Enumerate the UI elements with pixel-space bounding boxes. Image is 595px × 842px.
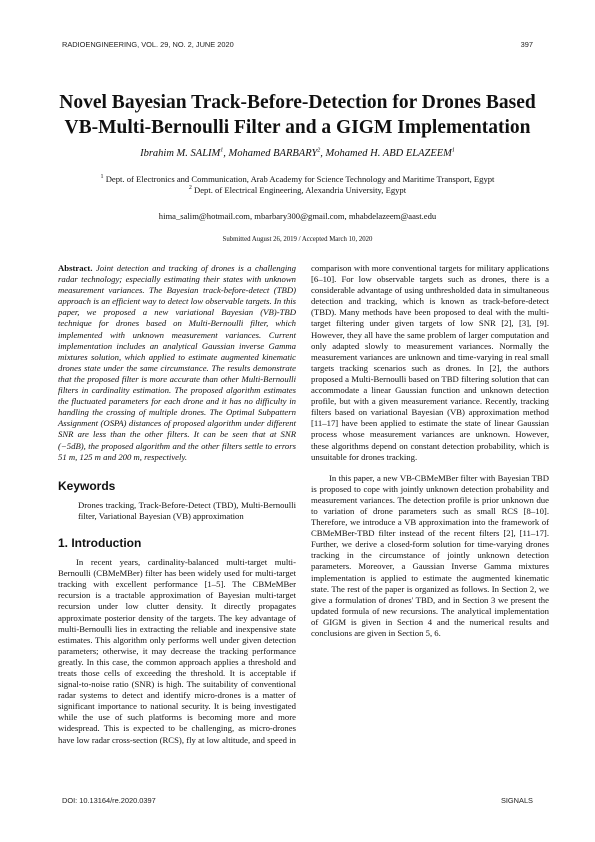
affiliation-2 [40, 185, 555, 195]
intro-paragraph-1 [58, 557, 296, 746]
affiliation-1-text: Dept. of Electronics and Communication, Arab Academy for Science Technology and Maritime Transport, Egypt [105, 174, 495, 184]
author-2: Mohamed BARBARY [228, 148, 318, 159]
intro-paragraph-2: In this paper, a new VB-CBMeMBer filter with Bayesian TBD is proposed to cope with jointly unknown detection probability and measurement variances. The detection profile is prior unknown due to variation of drone parameters such as small RCS [8–10]. Therefore, we introduce a VB approximation into the framework of CBMeMBer-TBD filter instead of the recent filters [2], [11–17]. Further, we derive a closed-form solution for time-varying drones tracking in the circumstance of jointly unknown detection parameters. Moreover, a Gaussian Inverse Gamma mixtures implementation is applied to estimate the augmented kinematic state. The rest of the paper is organized as follows. In Section 2, we give a formulation of drones' TBD, and in Section 3 we present the updated formula of new recursions. The analytical implementation of GIGM is given in Section 4 and the numerical results and conclusions are given in Section 5, 6. [311, 472, 549, 638]
intro-paragraph-1-continued: comparison with more conventional targets for military applications [6–10]. For low observable targets such as drones, there is a considerable advantage of using unthresholded data in simultaneous detection and tracking, which is known as track-before-detect (TBD). Many methods have been proposed to deal with the multi-target filtering under given targets of low SNR [2], [3], [9]. However, they all have the same problem of larger computation and only adapted slowly to measurement variances. Normally the measurement variances are unknown and time-varying in real small targets tracking scenarios such as drones. In [2], the authors proposed a Multi-Bernoulli based on TBD filtering solution that can accommodate a linear Gaussian function and unknown detection profile, but with a given measurement variance. Recently, tracking filters based on variational Bayesian (VB) approximation method [11–17] have been applied to estimate the state of linear Gaussian process whose measurement variances are unknown. However, these algorithms depend on constant detection probability, which is unsuitable for drones tracking. [311, 263, 549, 462]
title-line-1: Novel Bayesian Track-Before-Detection for Drones Based [59, 92, 536, 113]
intro-paragraph-1-text: In recent years, cardinality-balanced multi-target multi-Bernoulli (CBMeMBer) filter has been widely used for multi-target tracking with excellent performance [1–5]. The CBMeMBer recursion is a tractable approximation of Bayesian multi-target recursion under low clutter density. It directly propagates approximate posterior density of the targets. The key advantage of multi-Bernoulli lies in extracting the reliable and inexpensive state estimates. This algorithm only performs well under given detection parameters; otherwise, it may decrease the tracking performance greatly. In this case, the common approach applies a threshold and treats those cells of exceeding the threshold. It is acceptable if signal-to-noise ratio (SNR) is high. The suitability of conventional radar systems to detect and identify micro-drones is a matter of significant importance to national security. It is being investigated while the use of such platforms is becoming more and more widespread. This is expected to be challenging, as micro-drones have low radar cross-section (RCS), fly at low altitude, and speed in [58, 557, 296, 745]
page-number: 397 [520, 40, 533, 49]
affiliation-2-text: Dept. of Electrical Engineering, Alexandria University, Egypt [194, 185, 407, 195]
author-emails: hima_salim@hotmail.com, mbarbary300@gmail.com, mhabdelazeem@aast.edu [158, 211, 437, 221]
affiliation-1-mark: 1 [100, 174, 104, 181]
author-2-affiliation-mark: 2 [317, 147, 321, 154]
right-column [311, 263, 549, 639]
journal-info: RADIOENGINEERING, VOL. 29, NO. 2, JUNE 2020 [62, 40, 234, 49]
author-list: Ibrahim M. SALIM$^1$, Mohamed BARBARY$^2$, Mohamed H. ABD ELAZEEM$^1$ [140, 147, 455, 159]
abstract [58, 263, 296, 463]
author-1: Ibrahim M. SALIM [140, 148, 221, 159]
submission-dates: Submitted August 26, 2019 / Accepted March 10, 2020 [222, 236, 373, 243]
affiliation-1 [40, 174, 555, 184]
journal-section: SIGNALS [500, 796, 533, 805]
affiliation-2-mark: 2 [188, 185, 192, 192]
keywords-heading: Keywords [58, 478, 116, 493]
title-line-2: VB-Multi-Bernoulli Filter and a GIGM Implementation [64, 117, 531, 138]
doi: DOI: 10.13164/re.2020.0397 [62, 796, 156, 805]
author-3-affiliation-mark: 1 [451, 147, 455, 154]
paper-title [40, 90, 555, 140]
running-header [62, 40, 533, 54]
abstract-label: Abstract. [58, 263, 93, 273]
section-1-heading: 1. Introduction [58, 535, 142, 550]
keywords-text: Drones tracking, Track-Before-Detect (TBD), Multi-Bernoulli filter, Variational Bayesian (VB) approximation [78, 499, 296, 521]
author-3: Mohamed H. ABD ELAZEEM [325, 148, 452, 159]
abstract-text: Joint detection and tracking of drones is a challenging radar technology; especially estimating their states with unknown measurement variances. The Bayesian track-before-detect (TBD) approach is an efficient way to detect low observable targets. In this paper, we proposed a new variational Bayesian (VB)-TBD technique for drones based on Multi-Bernoulli filter, which implemented with unknown measurement variances. Current implementation includes an analytical Gaussian inverse Gamma mixtures solution, which applied to estimate augmented kinematic drones state under the same circumstance. The results demonstrate that the proposed filter is more accurate than other Multi-Bernoulli filters in cardinality estimation. The proposed algorithm estimates the fluctuated parameters for each drone and it has no difficulty in handling the crossing of multiple drones. The Optimal Subpattern Assignment (OSPA) distances of proposed algorithm under different SNR are less than the other filters. It can be seen that at SNR (−5dB), the proposed algorithm and the other filters settle to errors 51 m, 125 m and 200 m, respectively. [58, 263, 296, 462]
author-1-affiliation-mark: 1 [220, 147, 224, 154]
left-column [58, 263, 296, 746]
